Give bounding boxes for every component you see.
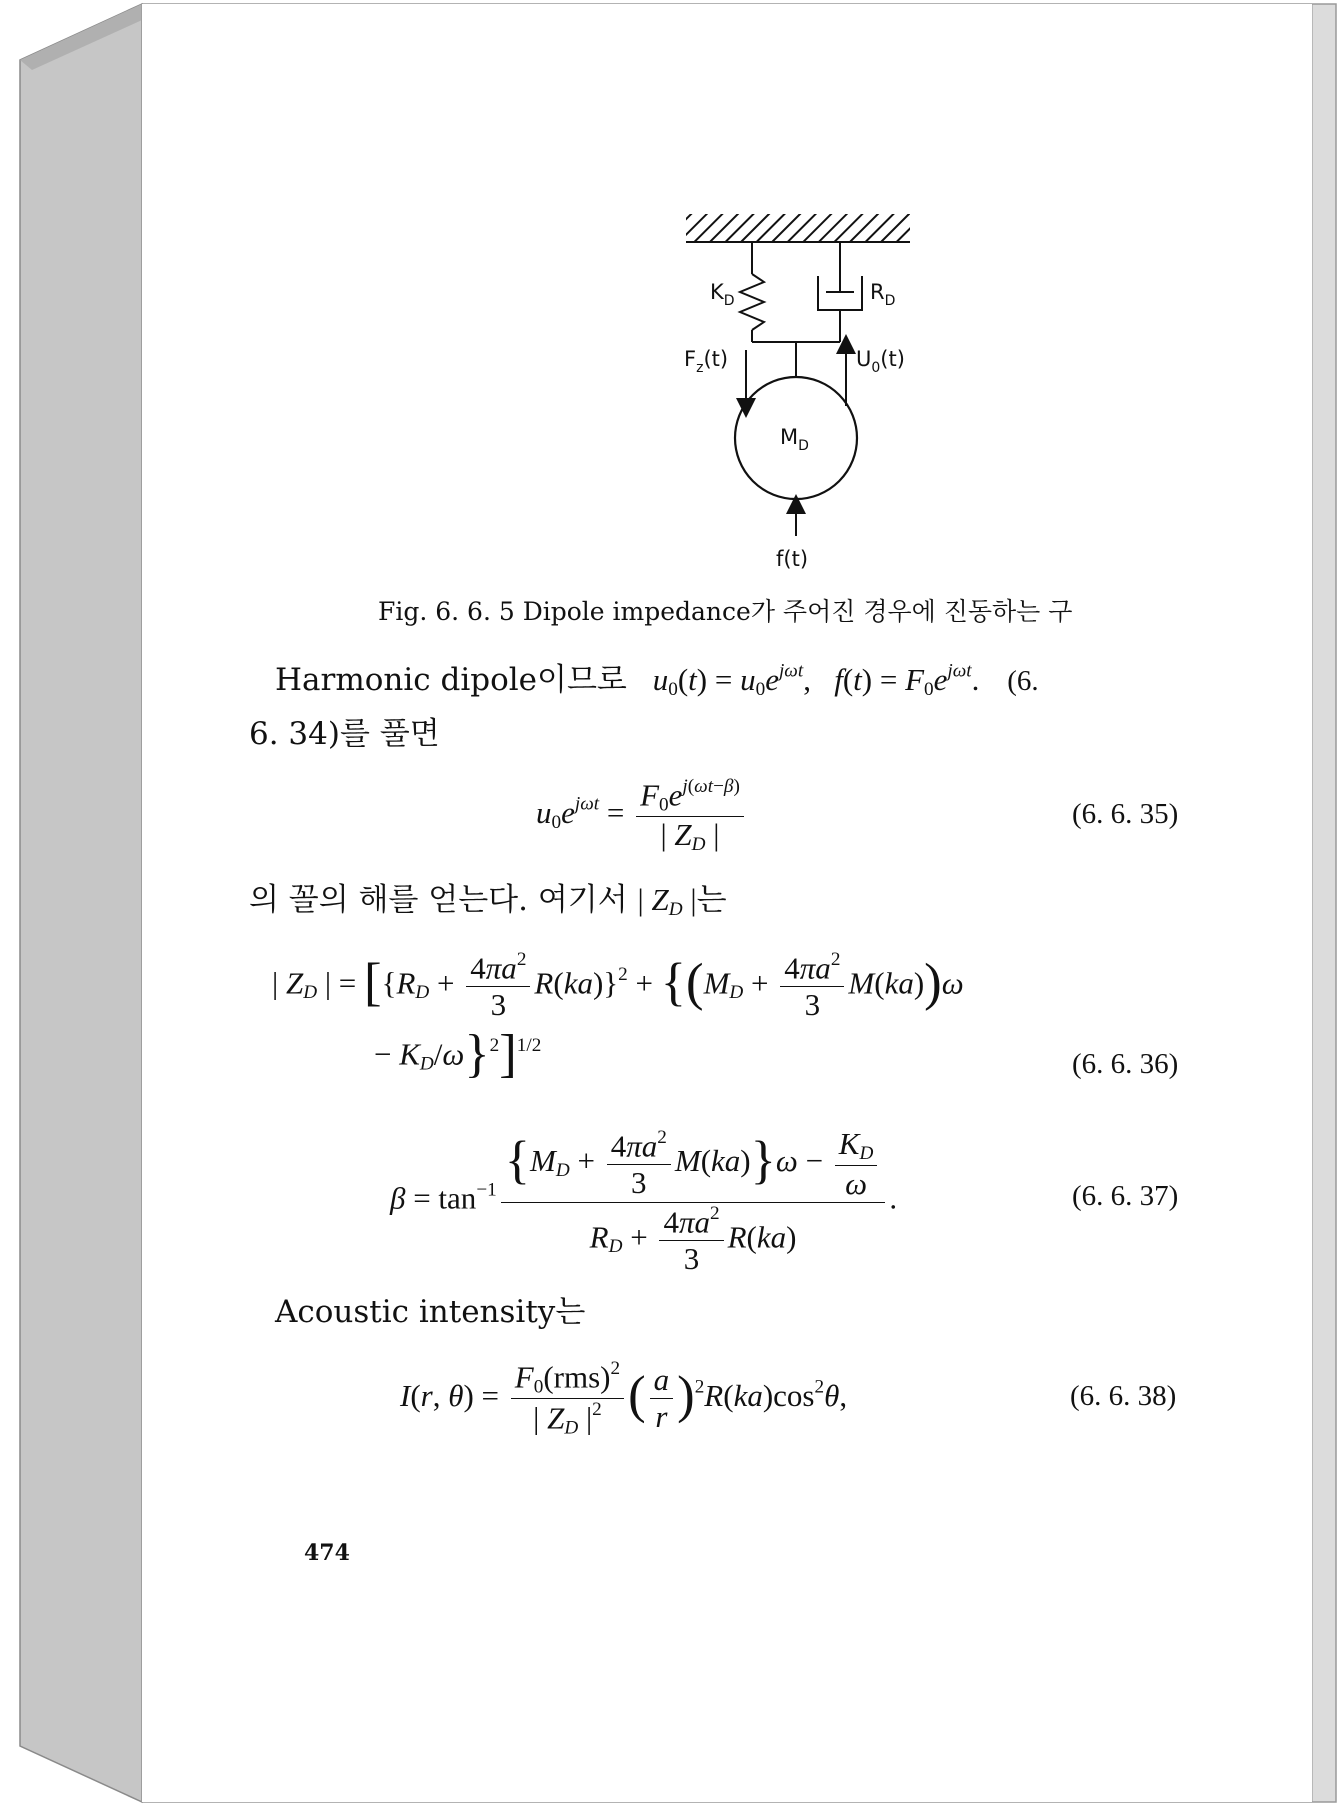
equation-6-6-37: $\beta = \tan^{-1}$ {$M_D$ + $\frac{4\pi a^2}{3}$ M(ka)}ω − $\frac{K_D}{\omega}$ $R_D$ + $\frac{4\pi a^2}{3}$ R(ka) . xyxy=(390,1126,898,1277)
paragraph-harmonic-cont: 6. 34)를 풀면 xyxy=(249,716,440,752)
book-page xyxy=(142,4,1312,1802)
dipole-diagram xyxy=(622,204,1042,584)
inline-equation-definitions: $u_0(t) = u_0e^{j\omega t}$, $f(t) = F_0e^{j\omega t}$. xyxy=(652,660,980,700)
equation-6-6-36-line2: − $K_D/\omega\}^2]^{1/2}$ xyxy=(374,1025,542,1083)
inline-impedance-magnitude: | $Z_D$ | xyxy=(637,882,697,920)
page-right-edge xyxy=(1312,4,1336,1802)
paragraph-acoustic-intensity: Acoustic intensity는 xyxy=(275,1294,586,1330)
paragraph-solution: 의 꼴의 해를 얻는다. 여기서 | $Z_D$ |는 xyxy=(249,882,727,920)
damper-label: $R_D$ xyxy=(870,280,896,309)
mass-label: $M_D$ xyxy=(780,425,809,454)
velocity-label: $U_0(t)$ xyxy=(856,347,905,376)
equation-number-36: (6. 6. 36) xyxy=(1072,1048,1179,1080)
drive-force-label: f(t) xyxy=(776,547,809,571)
fixed-wall-hatch xyxy=(686,214,910,242)
spring-label: $K_D$ xyxy=(710,280,735,309)
page-number: 474 xyxy=(304,1540,350,1566)
spring-symbol xyxy=(740,242,764,342)
equation-6-6-38: I(r, θ) = $\frac{F_0(rms)^2}{| Z_D |^2}$ ( $\frac{a}{r}$ )$^2R(ka)\cos^2\theta$, xyxy=(400,1358,848,1439)
paragraph-harmonic-text: Harmonic dipole이므로 xyxy=(275,662,627,698)
equation-6-6-35: $u_0e^{j\omega t}$ = $\frac{F_0e^{j(\omega t-\beta)}}{| Z_D |}$ xyxy=(536,776,748,856)
equation-number-38: (6. 6. 38) xyxy=(1070,1380,1177,1412)
equation-6-6-36-line1: | $Z_D$ | = [{$R_D$ + $\frac{4\pi a^2}{3}$ $R(ka)\}^2 + \{(M_D$ + $\frac{4\pi a^2}{3}$ M(ka))ω xyxy=(272,949,964,1023)
figure-caption: Fig. 6. 6. 5 Dipole impedance가 주어진 경우에 진동하는 구 xyxy=(378,597,1073,626)
force-label: $F_z(t)$ xyxy=(684,347,729,376)
equation-number-37: (6. 6. 37) xyxy=(1072,1180,1179,1212)
paragraph-harmonic-ref: (6. xyxy=(1007,665,1039,697)
paragraph-harmonic xyxy=(275,654,1039,701)
equation-number-35: (6. 6. 35) xyxy=(1072,798,1179,830)
damper-symbol xyxy=(818,242,862,342)
book-spine xyxy=(20,4,142,1802)
